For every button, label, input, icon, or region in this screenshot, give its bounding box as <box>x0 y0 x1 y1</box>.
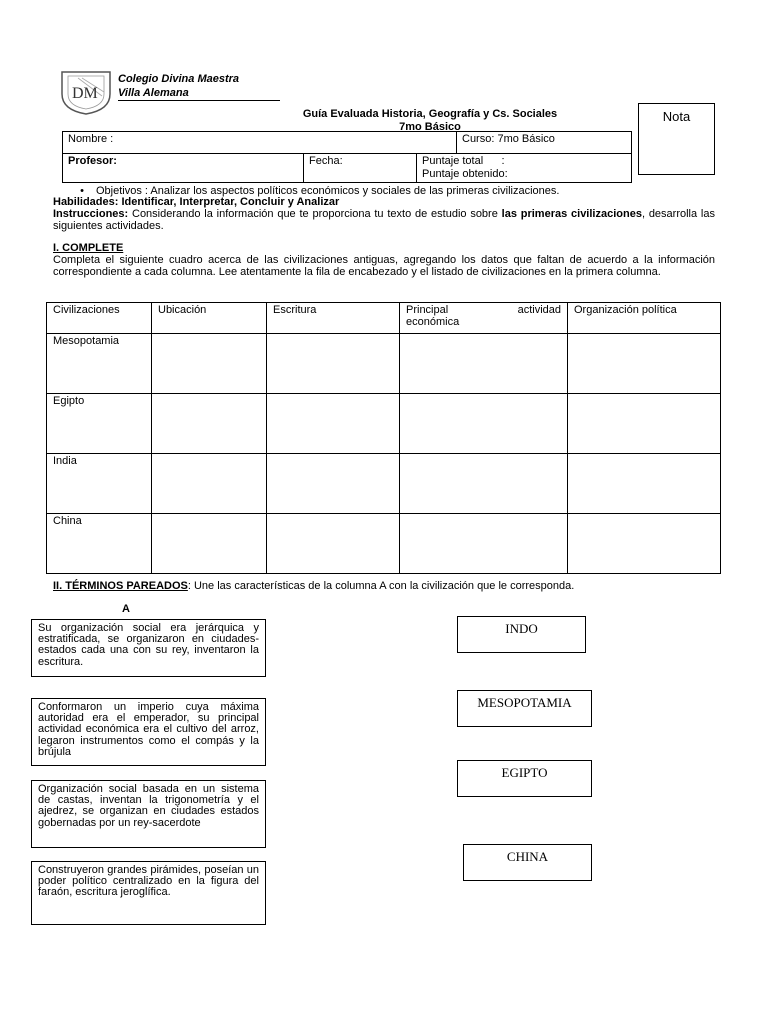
section2-title <box>53 580 574 592</box>
instructions <box>53 209 715 232</box>
column-b-mesopotamia[interactable]: MESOPOTAMIA <box>457 690 592 727</box>
course-field[interactable] <box>457 132 632 154</box>
cell-empty[interactable] <box>400 394 568 454</box>
table-row <box>47 334 721 394</box>
column-a-item[interactable]: Conformaron un imperio cuya máxima autoridad era el emperador, su principal actividad económica era el cultivo del arroz, legaron instrumentos como el compás y la brújula <box>31 698 266 766</box>
row-china: China <box>47 514 152 574</box>
cell-empty[interactable] <box>267 454 400 514</box>
column-a-label: A <box>122 603 130 615</box>
skills <box>53 197 715 209</box>
name-label: Nombre : <box>68 133 114 145</box>
cell-empty[interactable] <box>568 454 721 514</box>
cell-empty[interactable] <box>152 514 267 574</box>
section2-heading: II. TÉRMINOS PAREADOS <box>53 580 188 592</box>
total-score-label: Puntaje total : <box>422 155 505 167</box>
school-block <box>118 72 280 101</box>
instructions-end: , desarrolla las siguientes actividades. <box>53 208 715 232</box>
course-label: Curso: 7mo Básico <box>462 133 555 145</box>
column-a-item[interactable]: Su organización social era jerárquica y estratificada, se organizaron en ciudades-estados cada una con su rey, inventaron la escritura. <box>31 619 266 677</box>
cell-empty[interactable] <box>400 334 568 394</box>
guide-grade: 7mo Básico <box>399 121 461 133</box>
bullet-icon: • <box>74 185 84 197</box>
guide-title: Guía Evaluada Historia, Geografía y Cs. Sociales <box>302 108 558 120</box>
header-actividad-a: Principal <box>406 304 449 316</box>
date-label: Fecha: <box>309 155 343 167</box>
section1-text: Completa el siguiente cuadro acerca de las civilizaciones antiguas, agregando los datos que faltan de acuerdo a la información correspondiente a cada columna. Lee atentamente la fila de encabezado y el listado de civilizaciones en la primera columna. <box>53 254 715 278</box>
cell-empty[interactable] <box>400 454 568 514</box>
section1-heading: I. COMPLETE <box>53 242 124 254</box>
table-header-row <box>47 303 721 334</box>
column-a-item[interactable]: Organización social basada en un sistema de castas, inventan la trigonometría y el ajedrez, se organizan en ciudades estados gobernadas por un rey-sacerdote <box>31 780 266 848</box>
column-a-item[interactable]: Construyeron grandes pirámides, poseían un poder político centralizado en la figura del faraón, escritura jeroglífica. <box>31 861 266 925</box>
logo-letters: DM <box>72 85 98 102</box>
student-header-table <box>62 131 632 183</box>
name-field[interactable] <box>63 132 457 154</box>
cell-empty[interactable] <box>152 334 267 394</box>
section1-title <box>53 243 715 255</box>
cell-empty[interactable] <box>152 454 267 514</box>
row-india: India <box>47 454 152 514</box>
score-field[interactable] <box>417 154 632 183</box>
column-b-indo[interactable]: INDO <box>457 616 586 653</box>
teacher-label: Profesor: <box>68 155 117 167</box>
header-actividad-c: económica <box>406 315 460 328</box>
date-field[interactable] <box>304 154 417 183</box>
objectives-text: Objetivos : Analizar los aspectos políticos económicos y sociales de las primeras civilizaciones. <box>96 185 560 197</box>
row-mesopotamia: Mesopotamia <box>47 334 152 394</box>
obtained-score-label: Puntaje obtenido: <box>422 168 508 180</box>
cell-empty[interactable] <box>267 514 400 574</box>
row-egipto: Egipto <box>47 394 152 454</box>
column-b-china[interactable]: CHINA <box>463 844 592 881</box>
table-row <box>47 454 721 514</box>
table-row <box>47 514 721 574</box>
civilizations-table <box>46 302 721 574</box>
school-name: Colegio Divina Maestra <box>118 73 240 85</box>
header-organizacion: Organización política <box>568 303 721 334</box>
cell-empty[interactable] <box>152 394 267 454</box>
header-civilizaciones: Civilizaciones <box>47 303 152 334</box>
header-ubicacion: Ubicación <box>152 303 267 334</box>
cell-empty[interactable] <box>568 334 721 394</box>
cell-empty[interactable] <box>267 334 400 394</box>
teacher-field[interactable] <box>63 154 304 183</box>
cell-empty[interactable] <box>400 514 568 574</box>
instructions-topic: las primeras civilizaciones <box>501 208 642 220</box>
skills-text: Habilidades: Identificar, Interpretar, Concluir y Analizar <box>53 196 340 208</box>
header-escritura: Escritura <box>267 303 400 334</box>
school-location: Villa Alemana <box>118 86 280 101</box>
table-row <box>47 394 721 454</box>
header-actividad <box>400 303 568 334</box>
section2-text: : Une las características de la columna A con la civilización que le corresponda. <box>187 580 575 592</box>
cell-empty[interactable] <box>568 514 721 574</box>
instructions-label: Instrucciones: <box>53 208 129 220</box>
school-logo <box>58 66 114 116</box>
column-b-egipto[interactable]: EGIPTO <box>457 760 592 797</box>
cell-empty[interactable] <box>267 394 400 454</box>
cell-empty[interactable] <box>568 394 721 454</box>
grade-label: Nota <box>662 109 691 124</box>
instructions-text: Considerando la información que te proporciona tu texto de estudio sobre <box>128 208 502 220</box>
header-actividad-b: actividad <box>517 304 561 316</box>
grade-box[interactable] <box>638 103 715 175</box>
